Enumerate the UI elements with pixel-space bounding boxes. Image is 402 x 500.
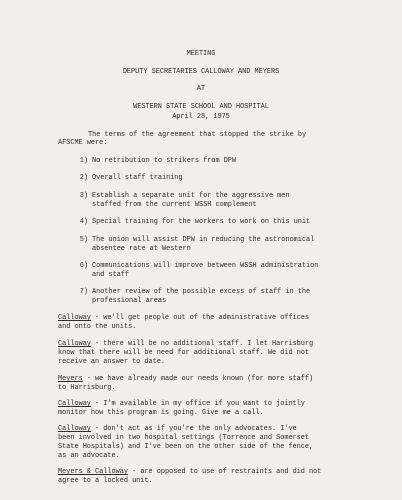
note-text: - are opposed to use of restraints and did not <box>127 468 322 476</box>
note-line: monitor how this program is going. Give me a call. <box>58 409 264 417</box>
note-first-line <box>58 375 313 383</box>
speaker-name: Calloway <box>58 425 91 433</box>
item-number: 4) <box>79 218 88 226</box>
note-text: - we'll get people out of the administrative offices <box>90 314 310 322</box>
header-location: WESTERN STATE SCHOOL AND HOSPITAL <box>133 103 269 111</box>
intro-line-1: The terms of the agreement that stopped the strike by <box>88 131 307 139</box>
item-text: Overall staff training <box>92 174 183 182</box>
header-meeting: MEETING <box>186 50 216 58</box>
note-first-line <box>58 400 305 408</box>
note-first-line <box>58 425 297 433</box>
header-deputy-secretaries: DEPUTY SECRETARIES CALLOWAY AND MEYERS <box>122 68 280 76</box>
item-text: Another review of the possible excess of staff in the <box>92 288 311 296</box>
item-text: and staff <box>92 271 130 279</box>
speaker-name: Meyers <box>58 375 83 383</box>
note-text: - there will be no additional staff. I let Harrisburg <box>90 340 314 348</box>
speaker-name: Calloway <box>58 314 91 322</box>
note-line: to Harrisburg. <box>58 384 116 392</box>
item-number: 5) <box>79 236 88 244</box>
header-at: AT <box>196 85 206 93</box>
speaker-name: Calloway <box>58 400 91 408</box>
item-number: 2) <box>79 174 88 182</box>
speaker-name: Meyers & Calloway <box>58 468 128 476</box>
item-number: 7) <box>79 288 88 296</box>
note-line: and onto the units. <box>58 323 137 331</box>
item-number: 6) <box>79 262 88 270</box>
item-text: staffed from the current WSSH complement <box>92 201 257 209</box>
note-text: - we have already made our needs known (for more staff) <box>82 375 314 383</box>
note-text: - don't act as if you're the only advocates. I've <box>90 425 297 433</box>
note-text: - I'm available in my office if you want to jointly <box>90 400 305 408</box>
note-first-line <box>58 314 309 322</box>
note-line: receive an answer to date. <box>58 358 165 366</box>
item-text: The union will assist DPW in reducing the astronomical <box>92 236 315 244</box>
note-line: agree to a locked unit. <box>58 477 153 485</box>
item-number: 1) <box>79 157 88 165</box>
note-line: been involved in two hospital settings (Torrence and Somerset <box>58 434 310 442</box>
item-text: absentee rate at Western <box>92 245 191 253</box>
item-text: Communications will improve between WSSH administration <box>92 262 319 270</box>
intro-line-2: AFSCME were: <box>58 139 108 147</box>
note-line: know that there will be need for additional staff. We did not <box>58 349 310 357</box>
note-line: State Hospitals) and I've been on the other side of the fence, <box>58 443 314 451</box>
note-first-line <box>58 340 313 348</box>
note-first-line <box>58 468 321 476</box>
item-number: 3) <box>79 192 88 200</box>
item-text: professional areas <box>92 297 167 305</box>
item-text: Establish a separate unit for the aggressive men <box>92 192 290 200</box>
speaker-name: Calloway <box>58 340 91 348</box>
item-text: Special training for the workers to work on this unit <box>92 218 311 226</box>
item-text: No retribution to strikers from DPW <box>92 157 237 165</box>
meeting-date: April 28, 1975 <box>172 113 230 121</box>
note-line: as an advocate. <box>58 452 120 460</box>
